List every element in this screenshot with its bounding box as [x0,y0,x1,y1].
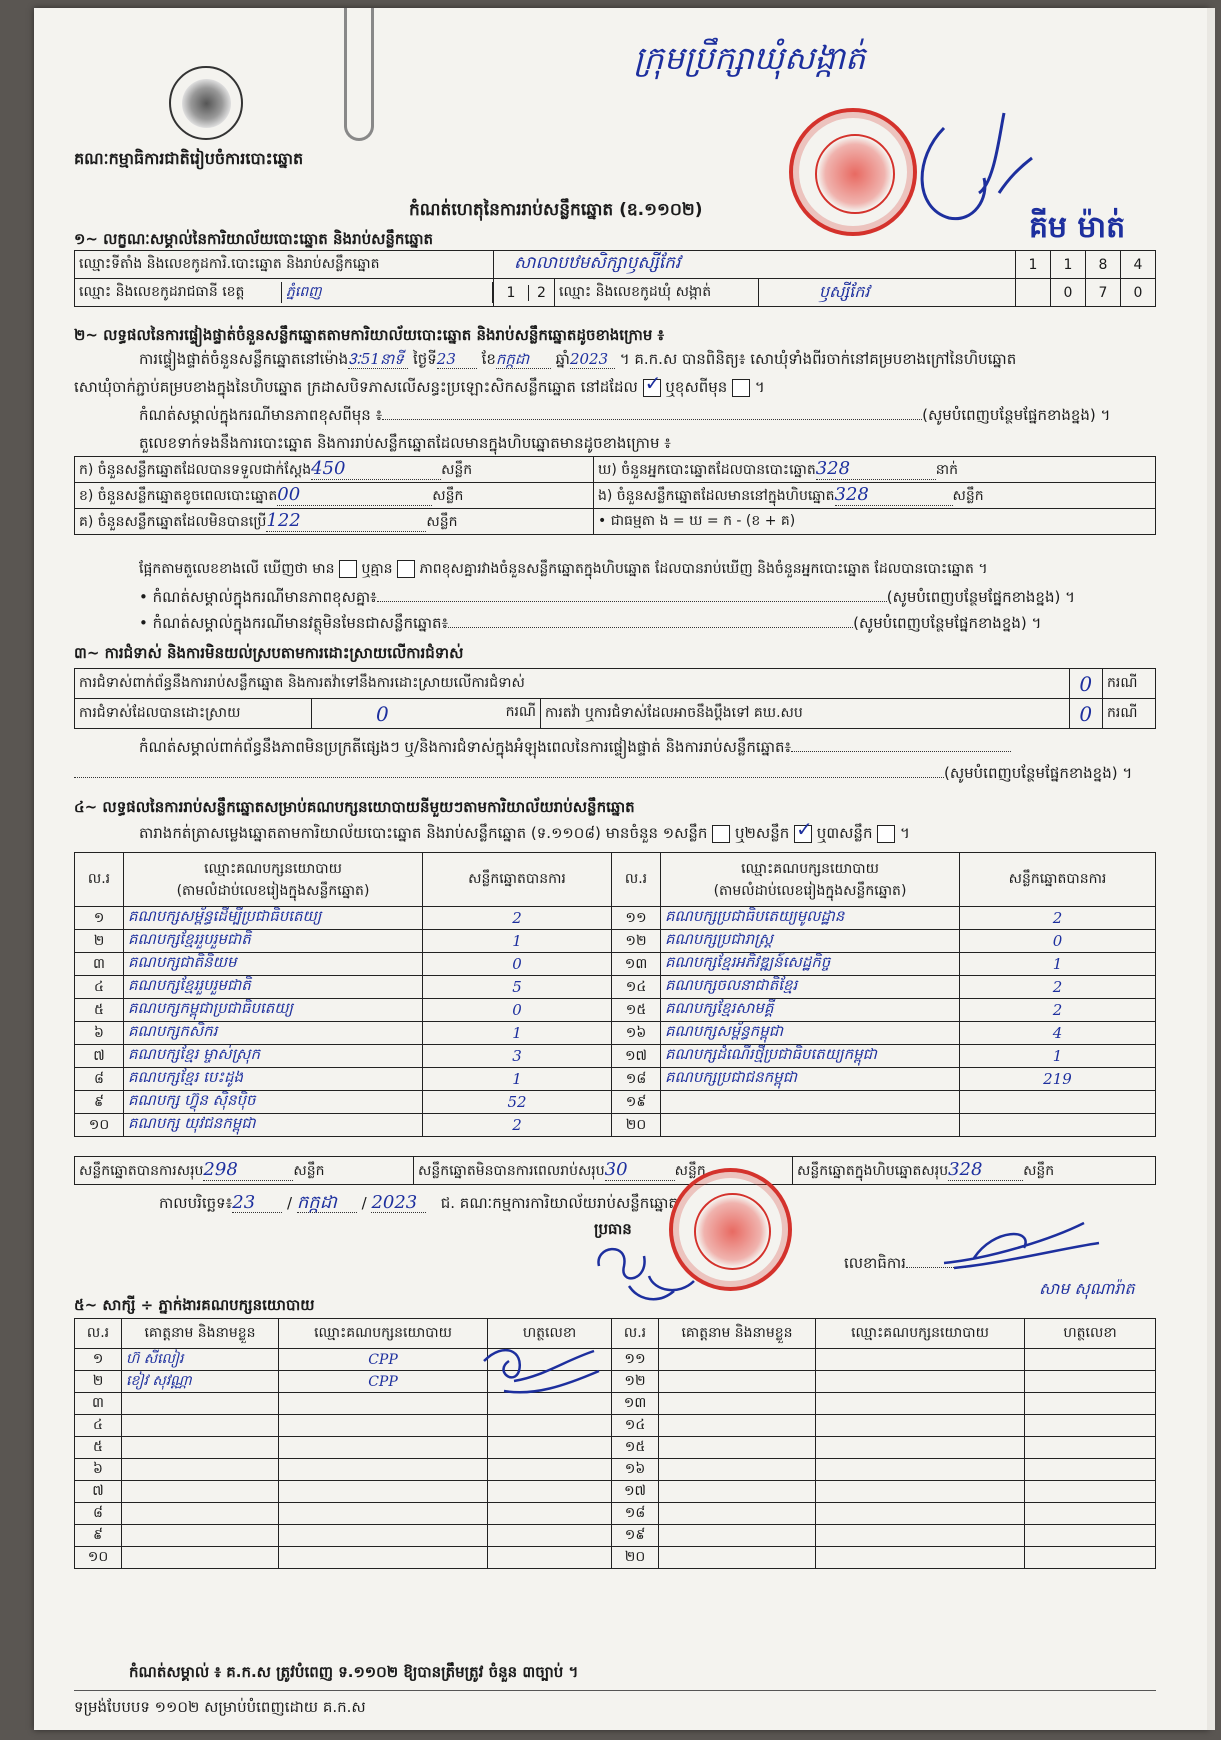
chair-signature-bottom [589,1236,699,1306]
witness-number: ១៨ [612,1503,659,1525]
witness-party [279,1437,488,1459]
witness-number: ១៤ [612,1415,659,1437]
party-number: ៤ [75,976,124,999]
document-sheet [34,8,1209,1730]
no-difference-checkbox[interactable] [397,560,415,578]
chair-label: ប្រធាន [594,1220,632,1238]
irregularity-note-cont: (សូមបំពេញបន្ថែមផ្នែកខាងខ្នង) ។ [74,764,1132,782]
witness-signature [488,1481,612,1503]
complaints-label: ការជំទាស់ពាក់ព័ន្ធនឹងការរាប់សន្លឹកឆ្នោត និងការតវ៉ាទៅនឹងការដោះស្រាយលើការជំទាស់ [75,669,1070,699]
figures-table: ក) ចំនួនសន្លឹកឆ្នោតដែលបានទទួលជាក់ស្ដែង450 សន្លឹក ឃ) ចំនួនអ្នកបោះឆ្នោតដែលបានបោះឆ្នោត328 នាក់ ខ) ចំនួនសន្លឹកឆ្នោតខូចពេលបោះឆ្នោត00 សន្លឹក ង) ចំនួនសន្លឹកឆ្នោតដែលមាននៅក្នុងហិបឆ្នោត328 សន្លឹក គ) ចំនួនសន្លឹកឆ្នោតដែលមិនបានប្រើ122 សន្លឹក • ជាធម្មតា ង = ឃ = ក - (ខ + គ) [74,456,1156,535]
location-value: សាលាបឋមសិក្សាឫស្សីកែវ [494,251,1016,279]
witness-row [75,1393,1156,1415]
witness-party [279,1503,488,1525]
party-votes: 2 [960,976,1156,999]
witness-row [75,1503,1156,1525]
party-name: គណបក្សដំណើរថ្មីប្រជាធិបតេយ្យកម្ពុជា [661,1045,960,1068]
date-line: កាលបរិច្ឆេទ៖23 / កក្កដា / 2023 ជ. គណៈកម្មការការិយាល័យរាប់សន្លឹកឆ្នោត [159,1192,678,1213]
party-votes: 2 [960,907,1156,930]
witness-signature [488,1547,612,1569]
bullet-difference-note: • កំណត់សម្គាល់ក្នុងករណីមានភាពខុសគ្នា៖ (សូមបំពេញបន្ថែមផ្នែកខាងខ្នង) ។ [139,588,1075,606]
witness-party [816,1437,1025,1459]
appeal-label: ការតវ៉ា ឬការជំទាស់ដែលអាចនឹងប្ដឹងទៅ គឃ.សប [541,699,1070,729]
verification-line-2: សោឃុំចាក់ភ្ជាប់គម្របខាងក្នុងនៃហិបឆ្នោត ក្រដាសបិទភាសលើសន្ធះប្រឡោះសិកសន្លឹកឆ្នោត នៅដដែល ✓ ឬខុសពីមុន ។ [74,378,765,397]
results-row [75,999,1156,1022]
party-name [661,1091,960,1114]
same-checkbox[interactable] [643,379,661,397]
footnote: កំណត់សម្គាល់ ៖ គ.ក.ស ត្រូវបំពេញ ទ.១១០២ ឱ្យបានត្រឹមត្រូវ ចំនួន ៣ច្បាប់ ។ [129,1663,579,1681]
witness-name [122,1481,279,1503]
party-name: គណបក្សកម្ពុជាប្រជាធិបតេយ្យ [124,999,423,1022]
witness-party [816,1525,1025,1547]
witness-name [659,1481,816,1503]
secretary-name: សាម សុណារ៉ាត [1039,1279,1135,1298]
witness-name [122,1547,279,1569]
verification-line-1: ការផ្ទៀងផ្ទាត់ចំនួនសន្លឹកឆ្នោតនៅម៉ោង3ៈ51នាទី ថ្ងៃទី23 ខែកក្កដា ឆ្នាំ2023 ។ គ.ក.ស បានពិនិត្យ៖ សោឃុំទាំងពីរចាក់នៅគម្របខាងក្រៅនៃហិបឆ្នោត [139,350,1017,368]
party-name [661,1114,960,1137]
witness-party [816,1415,1025,1437]
witness-signature [1025,1393,1156,1415]
secretary-line: លេខាធិការ [844,1254,966,1272]
witness-name [659,1349,816,1371]
witness-name [122,1393,279,1415]
location-code-2: 1 [1051,251,1086,279]
witness-party [279,1459,488,1481]
witness-number: ១៣ [612,1393,659,1415]
complaints-value: 0 [1069,669,1103,699]
witness-signature [488,1459,612,1481]
witness-name: ហ៊ សីលៀរ [122,1349,279,1371]
party-number: ១៩ [612,1091,661,1114]
witness-name [122,1437,279,1459]
three-sheets-checkbox[interactable] [877,825,895,843]
witness-row [75,1371,1156,1393]
witness-name [659,1503,816,1525]
witness-row [75,1459,1156,1481]
different-checkbox[interactable] [732,379,750,397]
tally-sheet-count-line: តារាងកត់ត្រាសម្លេងឆ្នោតតាមការិយាល័យបោះឆ្នោត និងរាប់សន្លឹកឆ្នោត (ទ.១១០៨) មានចំនួន ១សន្លឹក ឬ២សន្លឹក ✓ ឬ៣សន្លឹក ។ [139,824,910,843]
witness-party [279,1393,488,1415]
party-name: គណបក្សខ្មែរអភិវឌ្ឍន៍សេដ្ឋកិច្ច [661,953,960,976]
complaints-table: ការជំទាស់ពាក់ព័ន្ធនឹងការរាប់សន្លឹកឆ្នោត និងការតវ៉ាទៅនឹងការដោះស្រាយលើការជំទាស់ 0 ករណី ការជំទាស់ដែលបានដោះស្រាយ 0 ករណី ការតវ៉ា ឬការជំទាស់ដែលអាចនឹងប្ដឹងទៅ គឃ.សប 0 ករណី [74,668,1156,729]
witness-number: ៩ [75,1525,122,1547]
witness-row [75,1525,1156,1547]
party-name: គណបក្សខ្មែររួបរួមជាតិ [124,976,423,999]
witness-party [816,1547,1025,1569]
witness-party [816,1503,1025,1525]
witness-number: ៥ [75,1437,122,1459]
witness-name [122,1459,279,1481]
total-valid-value: 298 [203,1159,293,1181]
appeal-value: 0 [1069,699,1103,729]
province-value: ភ្នំពេញ [282,282,493,303]
results-row [75,1114,1156,1137]
chair-signature-top [904,98,1034,228]
party-number: ១ [75,907,124,930]
witness-signature [488,1415,612,1437]
party-number: ៣ [75,953,124,976]
witness-name [122,1415,279,1437]
results-row [75,1045,1156,1068]
committee-name: គណៈកម្មាធិការជាតិរៀបចំការបោះឆ្នោត [74,149,304,168]
resolved-value: 0 [376,701,389,726]
party-number: ១៣ [612,953,661,976]
ballots-in-box-value: 328 [835,484,953,506]
witness-party [279,1415,488,1437]
results-row [75,1022,1156,1045]
witness-number: ១ [75,1349,122,1371]
witness-name [659,1459,816,1481]
witness-number: ១២ [612,1371,659,1393]
witness-party [816,1481,1025,1503]
witness-name [659,1525,816,1547]
party-name: គណបក្សប្រជារាស្ត្រ [661,930,960,953]
witness-party [816,1393,1025,1415]
bullet-foreign-object-note: • កំណត់សម្គាល់ក្នុងករណីមានវត្ថុមិនមែនជាសន្លឹកឆ្នោត៖ (សូមបំពេញបន្ថែមផ្នែកខាងខ្នង) ។ [139,614,1042,632]
party-votes: 1 [960,1045,1156,1068]
handwritten-name: គីម ម៉ាត់ [1029,210,1126,245]
section2-heading: ២~ លទ្ធផលនៃការផ្ទៀងផ្ទាត់ចំនួនសន្លឹកឆ្នោតតាមការិយាល័យបោះឆ្នោត និងរាប់សន្លឹកឆ្នោតដូចខាងក្រោម ៖ [74,326,665,344]
party-name: គណបក្សសម្ព័ន្ធដើម្បីប្រជាធិបតេយ្យ [124,907,423,930]
party-votes: 2 [423,1114,612,1137]
party-votes: 52 [423,1091,612,1114]
location-code-1: 1 [1016,251,1051,279]
witness-signature [488,1437,612,1459]
party-votes: 1 [960,953,1156,976]
one-sheet-checkbox[interactable] [712,825,730,843]
party-name: គណបក្សចលនាជាតិខ្មែរ [661,976,960,999]
witness-party: CPP [279,1349,488,1371]
witness-name [659,1393,816,1415]
party-number: ៨ [75,1068,124,1091]
witness-signature [1025,1481,1156,1503]
party-votes: 219 [960,1068,1156,1091]
location-code-3: 8 [1086,251,1121,279]
total-in-box-value: 328 [948,1159,1023,1181]
footer-divider [74,1690,1156,1691]
party-number: ១៤ [612,976,661,999]
results-row [75,1068,1156,1091]
party-name: គណបក្សសម្ព័ន្ធកម្ពុជា [661,1022,960,1045]
party-number: ៩ [75,1091,124,1114]
results-row [75,976,1156,999]
witness-party [279,1547,488,1569]
commune-code-2: 7 [1086,279,1121,307]
witness-party [816,1371,1025,1393]
form-title: កំណត់ហេតុនៃការរាប់សន្លឹកឆ្នោត (ឧ.១១០២) [409,200,703,220]
witness-party [279,1481,488,1503]
official-stamp-top [789,108,917,236]
footer-form-label: ទម្រង់បែបបទ ១១០២ សម្រាប់បំពេញដោយ គ.ក.ស [74,1698,366,1716]
party-votes: 2 [960,999,1156,1022]
witness-row [75,1349,1156,1371]
party-number: ១២ [612,930,661,953]
party-votes [960,1091,1156,1114]
party-votes: 0 [960,930,1156,953]
party-votes: 4 [960,1022,1156,1045]
has-difference-checkbox[interactable] [339,560,357,578]
witness-name [659,1371,816,1393]
party-name: គណបក្ស យុវជនកម្ពុជា [124,1114,423,1137]
witness-number: ១៦ [612,1459,659,1481]
unused-ballots-value: 122 [266,510,426,532]
paper-clip [344,8,374,141]
witness-signature [1025,1547,1156,1569]
formula: • ជាធម្មតា ង = ឃ = ក - (ខ + គ) [594,509,1156,535]
party-number: ១០ [75,1114,124,1137]
results-row [75,930,1156,953]
witness-number: ១៩ [612,1525,659,1547]
results-totals: សន្លឹកឆ្នោតបានការសរុប298 សន្លឹក សន្លឹកឆ្នោតមិនបានការពេលរាប់សរុប30 សន្លឹក សន្លឹកឆ្នោតក្នុងហិបឆ្នោតសរុប328 សន្លឹក [74,1156,1156,1185]
witness-number: ៧ [75,1481,122,1503]
results-row [75,1091,1156,1114]
party-name: គណបក្សខ្មែរ ម្ចាស់ស្រុក [124,1045,423,1068]
witness-number: ១៧ [612,1481,659,1503]
irregularity-note: កំណត់សម្គាល់ពាក់ព័ន្ធនឹងភាពមិនប្រក្រតីផ្សេងៗ ឬ/និងការជំទាស់ក្នុងអំឡុងពេលនៃការផ្ទៀងផ្ទាត់ និងការរាប់សន្លឹកឆ្នោត៖ [139,738,1011,756]
party-votes: 0 [423,953,612,976]
party-name: គណបក្សប្រជាជនកម្ពុជា [661,1068,960,1091]
witness-party [816,1349,1025,1371]
witness-number: ២ [75,1371,122,1393]
witness-row [75,1481,1156,1503]
party-votes: 5 [423,976,612,999]
witness-number: ២០ [612,1547,659,1569]
witness-signature [1025,1503,1156,1525]
results-row [75,907,1156,930]
party-number: ៦ [75,1022,124,1045]
party-votes: 1 [423,1022,612,1045]
party-votes: 0 [423,999,612,1022]
resolved-label: ការជំទាស់ដែលបានដោះស្រាយ [75,699,312,729]
witness-name [659,1415,816,1437]
witness-signatures [474,1341,604,1401]
party-name: គណបក្សខ្មែរសាមគ្គី [661,999,960,1022]
party-name: គណបក្សជាតិនិយម [124,953,423,976]
party-number: ២ [75,930,124,953]
party-number: ១៦ [612,1022,661,1045]
witness-name [659,1437,816,1459]
commune-code-1: 0 [1051,279,1086,307]
party-name: គណបក្សខ្មែររួបរួមជាតិ [124,930,423,953]
witness-name [659,1547,816,1569]
witness-number: ១០ [75,1547,122,1569]
province-label: ឈ្មោះ និងលេខកូដរាជធានី ខេត្ត [75,282,282,303]
results-row [75,953,1156,976]
received-ballots-value: 450 [311,458,441,480]
party-number: ១១ [612,907,661,930]
witness-row [75,1437,1156,1459]
figures-intro: តួលេខទាក់ទងនឹងការបោះឆ្នោត និងការរាប់សន្លឹកឆ្នោតដែលមានក្នុងហិបឆ្នោតមានដូចខាងក្រោម ៖ [139,434,671,452]
witness-signature [488,1503,612,1525]
witness-signature [1025,1371,1156,1393]
location-label: ឈ្មោះទីតាំង និងលេខកូដការិ.បោះឆ្នោត និងរាប់សន្លឹកឆ្នោត [75,251,494,279]
commune-label: ឈ្មោះ និងលេខកូដឃុំ សង្កាត់ [555,279,759,307]
party-votes [960,1114,1156,1137]
witness-signature [1025,1349,1156,1371]
difference-line: ផ្អែកតាមតួលេខខាងលើ ឃើញថា មាន ឬគ្មាន ភាពខុសគ្នារវាងចំនួនសន្លឹកឆ្នោតក្នុងហិបឆ្នោត ដែលបានរាប់ឃើញ និងចំនួនអ្នកបោះឆ្នោត ដែលបានបោះឆ្នោត ។ [139,561,988,577]
voters-value: 328 [816,458,936,480]
witness-name [122,1503,279,1525]
party-name: គណបក្សខ្មែរ បេះដូង [124,1068,423,1091]
national-emblem-logo [169,66,243,140]
witness-number: ៤ [75,1415,122,1437]
witness-signature [1025,1459,1156,1481]
spoiled-ballots-value: 00 [277,484,432,506]
witness-row [75,1415,1156,1437]
witness-signature [1025,1415,1156,1437]
province-code-1: 1 [494,285,529,301]
party-number: ៥ [75,999,124,1022]
party-name: គណបក្ស ហ៊្វុន ស៊ិនប៉ិច [124,1091,423,1114]
handwritten-heading: ក្រុមប្រឹក្សាឃុំសង្កាត់ [634,39,866,77]
witness-row [75,1547,1156,1569]
witness-signature [488,1525,612,1547]
province-code-2: 2 [537,284,546,301]
party-number: ២០ [612,1114,661,1137]
party-number: ៧ [75,1045,124,1068]
party-votes: 1 [423,930,612,953]
section3-heading: ៣~ ការជំទាស់ និងការមិនយល់ស្របតាមការដោះស្រាយលើការជំទាស់ [74,644,464,662]
commune-value: ឫស្សីកែវ [759,279,1016,307]
witness-number: ៨ [75,1503,122,1525]
witness-number: ៣ [75,1393,122,1415]
secretary-signature [934,1218,1104,1278]
witness-number: ១៥ [612,1437,659,1459]
witness-signature [1025,1437,1156,1459]
results-table: ល.រ ឈ្មោះគណបក្សនយោបាយ (តាមលំដាប់លេខរៀងក្នុងសន្លឹកឆ្នោត) សន្លឹកឆ្នោតបានការ ល.រ ឈ្មោះគណបក្សនយោបាយ (តាមលំដាប់លេខរៀងក្នុងសន្លឹកឆ្នោត) សន្លឹកឆ្នោតបានការ ១ គណបក្សសម្ព័ន្ធដើម្បីប្រជាធិបតេយ្យ 2 ១១ គណបក្សប្រជាធិបតេយ្យមូលដ្ឋាន 2 ២ គណបក្សខ្មែររួបរួមជាតិ 1 ១២ គណបក្សប្រជារាស្ត្រ 0 ៣ គណបក្សជាតិនិយម 0 ១៣ គណបក្សខ្មែរអភិវឌ្ឍន៍សេដ្ឋកិច្ច 1 ៤ គណបក្សខ្មែររួបរួមជាតិ 5 ១៤ គណបក្សចលនាជាតិខ្មែរ 2 ៥ គណបក្សកម្ពុជាប្រជាធិបតេយ្យ 0 ១៥ គណបក្សខ្មែរសាមគ្គី 2 ៦ គណបក្សកសិករ 1 ១៦ គណបក្សសម្ព័ន្ធកម្ពុជា 4 ៧ គណបក្សខ្មែរ ម្ចាស់ស្រុក 3 ១៧ គណបក្សដំណើរថ្មីប្រជាធិបតេយ្យកម្ពុជា 1 ៨ គណបក្សខ្មែរ បេះដូង 1 ១៨ គណបក្សប្រជាជនកម្ពុជា 219 ៩ គណបក្ស ហ៊្វុន ស៊ិនប៉ិច 52 ១៩ ១០ គណបក្ស យុវជនកម្ពុជា 2 ២០ [74,852,1156,1137]
witness-number: ៦ [75,1459,122,1481]
section5-heading: ៥~ សាក្សី ÷ ភ្នាក់ងារគណបក្សនយោបាយ [74,1296,315,1314]
section1-table [74,250,1156,307]
total-invalid-value: 30 [605,1159,675,1181]
witness-name [122,1525,279,1547]
difference-note-line: កំណត់សម្គាល់ក្នុងករណីមានភាពខុសពីមុន ៖ (សូមបំពេញបន្ថែមផ្នែកខាងខ្នង) ។ [139,406,1111,424]
party-name: គណបក្សប្រជាធិបតេយ្យមូលដ្ឋាន [661,907,960,930]
section1-heading: ១~ លក្ខណៈសម្គាល់នៃការិយាល័យបោះឆ្នោត និងរាប់សន្លឹកឆ្នោត [74,230,434,248]
party-number: ១៥ [612,999,661,1022]
party-votes: 1 [423,1068,612,1091]
party-number: ១៧ [612,1045,661,1068]
witness-name: ខៀវ សុវណ្ណា [122,1371,279,1393]
location-code-4: 4 [1121,251,1156,279]
witness-signature [1025,1525,1156,1547]
witness-party: CPP [279,1371,488,1393]
section4-heading: ៤~ លទ្ធផលនៃការរាប់សន្លឹកឆ្នោតសម្រាប់គណបក្សនយោបាយនីមួយៗតាមការិយាល័យរាប់សន្លឹកឆ្នោត [74,798,635,816]
party-name: គណបក្សកសិករ [124,1022,423,1045]
commune-code-3: 0 [1121,279,1156,307]
two-sheets-checkbox[interactable] [794,825,812,843]
witness-number: ១១ [612,1349,659,1371]
party-votes: 2 [423,907,612,930]
party-number: ១៨ [612,1068,661,1091]
witness-table: ល.រ គោត្តនាម និងនាមខ្លួន ឈ្មោះគណបក្សនយោបាយ ហត្ថលេខា ល.រ គោត្តនាម និងនាមខ្លួន ឈ្មោះគណបក្សនយោបាយ ហត្ថលេខា ១ ហ៊ សីលៀរ CPP ១១ ២ ខៀវ សុវណ្ណា CPP ១២ ៣ ១៣ ៤ ១៤ ៥ ១៥ ៦ ១៦ ៧ ១៧ ៨ ១៨ ៩ ១៩ ១០ ២០ [74,1318,1156,1569]
witness-party [816,1459,1025,1481]
witness-party [279,1525,488,1547]
party-votes: 3 [423,1045,612,1068]
